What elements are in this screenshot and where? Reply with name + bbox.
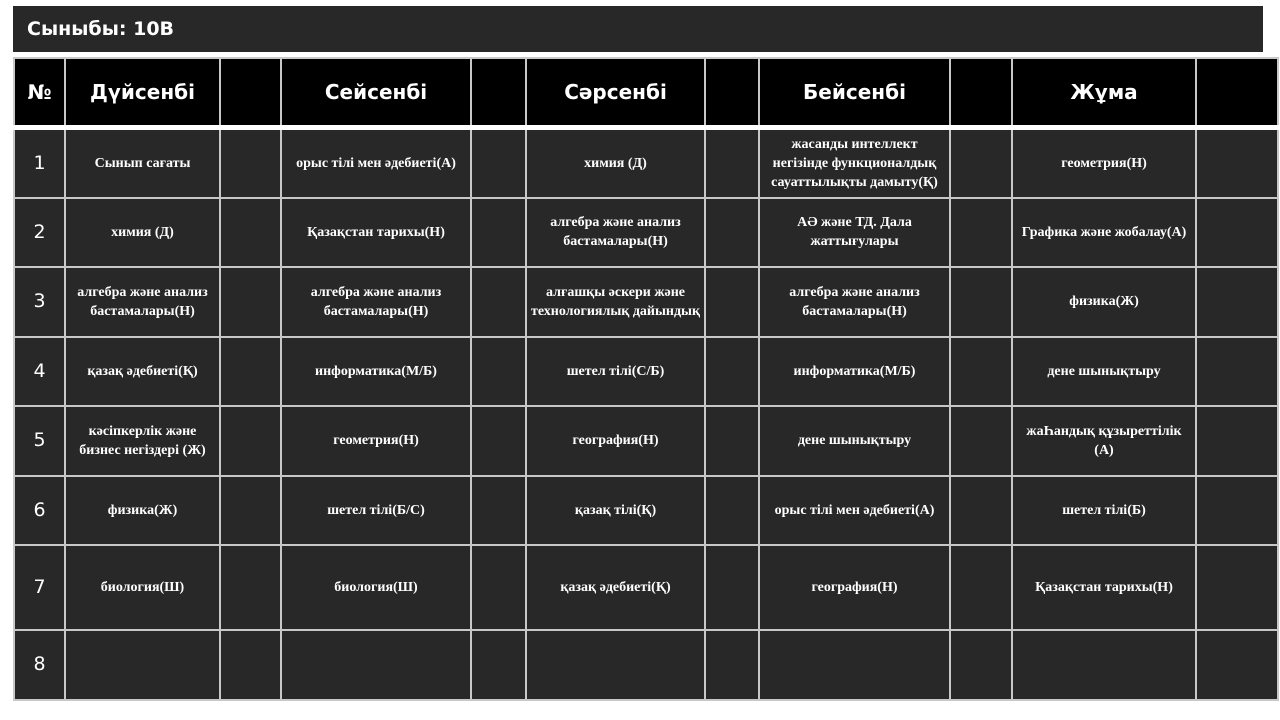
header-day-tuesday: Сейсенбі xyxy=(281,58,471,128)
lesson-row xyxy=(14,476,1278,545)
lesson-cell: география(Н) xyxy=(526,406,705,476)
spacer-cell xyxy=(705,545,759,630)
spacer-cell xyxy=(471,406,526,476)
spacer-cell xyxy=(220,476,281,545)
lesson-cell: жасанды интеллект негізінде функционалдық сауаттылықты дамыту(Қ) xyxy=(759,128,950,198)
header-spacer xyxy=(1196,58,1278,128)
header-day-thursday: Бейсенбі xyxy=(759,58,950,128)
lesson-cell: дене шынықтыру xyxy=(1012,337,1196,406)
header-day-monday: Дүйсенбі xyxy=(65,58,220,128)
spacer-cell xyxy=(1196,545,1278,630)
lesson-cell: Қазақстан тарихы(Н) xyxy=(281,198,471,267)
spacer-cell xyxy=(950,476,1012,545)
spacer-cell xyxy=(705,267,759,337)
lesson-cell: география(Н) xyxy=(759,545,950,630)
lesson-cell: қазақ әдебиеті(Қ) xyxy=(526,545,705,630)
class-title: Сыныбы: 10В xyxy=(13,6,1263,52)
lesson-cell xyxy=(1012,630,1196,700)
lesson-row xyxy=(14,128,1278,198)
spacer-cell xyxy=(705,128,759,198)
spacer-cell xyxy=(950,198,1012,267)
lesson-cell: алғашқы әскери және технологиялық дайындық xyxy=(526,267,705,337)
lesson-number: 3 xyxy=(14,267,65,337)
spacer-cell xyxy=(1196,128,1278,198)
header-row xyxy=(14,58,1278,128)
spacer-cell xyxy=(950,406,1012,476)
lesson-row xyxy=(14,406,1278,476)
lesson-cell: шетел тілі(Б) xyxy=(1012,476,1196,545)
lesson-cell: биология(Ш) xyxy=(281,545,471,630)
lesson-cell: алгебра және анализ бастамалары(Н) xyxy=(526,198,705,267)
lesson-number: 4 xyxy=(14,337,65,406)
spacer-cell xyxy=(1196,630,1278,700)
lesson-number: 8 xyxy=(14,630,65,700)
lesson-cell: геометрия(Н) xyxy=(1012,128,1196,198)
spacer-cell xyxy=(1196,267,1278,337)
spacer-cell xyxy=(220,545,281,630)
header-spacer xyxy=(705,58,759,128)
lesson-number: 7 xyxy=(14,545,65,630)
spacer-cell xyxy=(471,545,526,630)
lesson-cell: алгебра және анализ бастамалары(Н) xyxy=(759,267,950,337)
lesson-number: 5 xyxy=(14,406,65,476)
lesson-cell: химия (Д) xyxy=(65,198,220,267)
lesson-cell: химия (Д) xyxy=(526,128,705,198)
lesson-cell: физика(Ж) xyxy=(1012,267,1196,337)
lesson-cell: алгебра және анализ бастамалары(Н) xyxy=(281,267,471,337)
lesson-cell: алгебра және анализ бастамалары(Н) xyxy=(65,267,220,337)
spacer-cell xyxy=(471,337,526,406)
lesson-cell: жаҺандық құзыреттілік (А) xyxy=(1012,406,1196,476)
lesson-cell: шетел тілі(С/Б) xyxy=(526,337,705,406)
spacer-cell xyxy=(471,128,526,198)
spacer-cell xyxy=(471,630,526,700)
lesson-cell: геометрия(Н) xyxy=(281,406,471,476)
header-spacer xyxy=(950,58,1012,128)
spacer-cell xyxy=(1196,337,1278,406)
lesson-cell: физика(Ж) xyxy=(65,476,220,545)
lesson-cell: Графика және жобалау(А) xyxy=(1012,198,1196,267)
lesson-number: 2 xyxy=(14,198,65,267)
lesson-cell: АӘ және ТД. Дала жаттығулары xyxy=(759,198,950,267)
lesson-row xyxy=(14,545,1278,630)
header-spacer xyxy=(220,58,281,128)
header-day-friday: Жұма xyxy=(1012,58,1196,128)
lesson-cell xyxy=(759,630,950,700)
header-spacer xyxy=(471,58,526,128)
lesson-cell: орыс тілі мен әдебиеті(А) xyxy=(759,476,950,545)
spacer-cell xyxy=(471,198,526,267)
spacer-cell xyxy=(220,337,281,406)
header-day-wednesday: Сәрсенбі xyxy=(526,58,705,128)
lesson-row xyxy=(14,337,1278,406)
spacer-cell xyxy=(471,267,526,337)
spacer-cell xyxy=(705,198,759,267)
spacer-cell xyxy=(705,630,759,700)
spacer-cell xyxy=(950,337,1012,406)
spacer-cell xyxy=(220,198,281,267)
spacer-cell xyxy=(220,267,281,337)
lesson-cell: дене шынықтыру xyxy=(759,406,950,476)
lesson-cell: орыс тілі мен әдебиеті(А) xyxy=(281,128,471,198)
lesson-cell: қазақ тілі(Қ) xyxy=(526,476,705,545)
spacer-cell xyxy=(471,476,526,545)
spacer-cell xyxy=(1196,198,1278,267)
spacer-cell xyxy=(1196,406,1278,476)
lesson-cell: Қазақстан тарихы(Н) xyxy=(1012,545,1196,630)
lesson-cell: информатика(М/Б) xyxy=(759,337,950,406)
lesson-row xyxy=(14,630,1278,700)
lesson-number: 1 xyxy=(14,128,65,198)
spacer-cell xyxy=(950,128,1012,198)
lesson-cell: Сынып сағаты xyxy=(65,128,220,198)
spacer-cell xyxy=(705,337,759,406)
header-number: № xyxy=(14,58,65,128)
spacer-cell xyxy=(705,476,759,545)
lesson-row xyxy=(14,267,1278,337)
spacer-cell xyxy=(950,630,1012,700)
lesson-row xyxy=(14,198,1278,267)
lesson-cell: кәсіпкерлік және бизнес негіздері (Ж) xyxy=(65,406,220,476)
lesson-cell: информатика(М/Б) xyxy=(281,337,471,406)
lesson-cell: шетел тілі(Б/С) xyxy=(281,476,471,545)
spacer-cell xyxy=(220,406,281,476)
lesson-cell xyxy=(65,630,220,700)
lesson-cell: биология(Ш) xyxy=(65,545,220,630)
spacer-cell xyxy=(950,267,1012,337)
spacer-cell xyxy=(705,406,759,476)
lesson-cell: қазақ әдебиеті(Қ) xyxy=(65,337,220,406)
lesson-cell xyxy=(526,630,705,700)
lesson-cell xyxy=(281,630,471,700)
spacer-cell xyxy=(950,545,1012,630)
spacer-cell xyxy=(220,630,281,700)
lesson-number: 6 xyxy=(14,476,65,545)
timetable xyxy=(13,57,1279,701)
spacer-cell xyxy=(220,128,281,198)
spacer-cell xyxy=(1196,476,1278,545)
